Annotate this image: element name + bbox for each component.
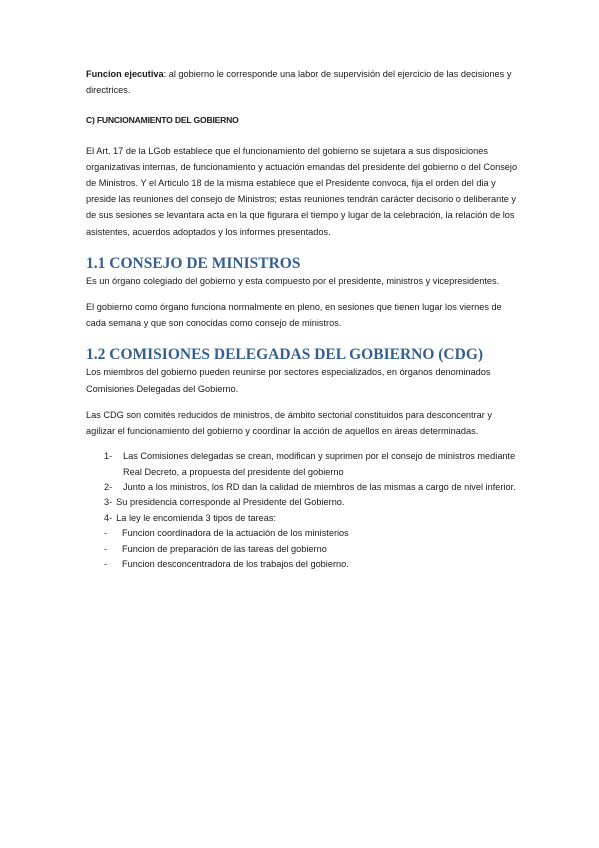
list-item-text: Funcion coordinadora de la actuación de los ministerios	[122, 528, 349, 539]
section-1-1-paragraph-1: Es un órgano colegiado del gobierno y esta compuesto por el presidente, ministros y vicepresidentes.	[86, 275, 500, 286]
list-item	[86, 480, 518, 495]
list-marker: 3-	[104, 497, 113, 508]
list-marker: -	[104, 559, 108, 570]
intro-label: Funcion ejecutiva	[86, 69, 164, 79]
list-marker: 4-	[104, 512, 113, 523]
list-item	[86, 495, 518, 510]
intro-paragraph	[86, 66, 518, 98]
list-item	[86, 557, 518, 572]
document-page	[86, 66, 518, 573]
list-item-text: Junto a los ministros, los RD dan la calidad de miembros de las mismas a cargo de nivel inferior.	[123, 482, 516, 493]
section-1-2-heading: 1.2 COMISIONES DELEGADAS DEL GOBIERNO (CDG)	[86, 346, 484, 364]
list-item-text: Las Comisiones delegadas se crean, modifican y suprimen por el consejo de ministros mediante Real Decreto, a propuesta del presidente del gobierno	[123, 451, 516, 477]
list-item	[86, 511, 518, 526]
list-marker: 2-	[104, 482, 113, 493]
section-1-1-paragraph-2: El gobierno como órgano funciona normalmente en pleno, en sesiones que tienen lugar los viernes de cada semana y que son conocidas como consejo de ministros.	[86, 302, 502, 329]
section-1-1-heading: 1.1 CONSEJO DE MINISTROS	[86, 254, 301, 272]
list-item-text: Funcion de preparación de las tareas del gobierno	[122, 543, 327, 554]
list-item-text: Funcion desconcentradora de los trabajos del gobierno.	[122, 559, 349, 570]
section-1-2-paragraph-2: Las CDG son comités reducidos de ministros, de ámbito sectorial constituidos para desconcentrar y agilizar el funcionamiento del gobierno y coordinar la acción de aquellos en áreas determinadas.	[86, 409, 492, 437]
section-c-heading: C) FUNCIONAMIENTO DEL GOBIERNO	[86, 115, 239, 126]
list-item	[86, 542, 518, 557]
section-1-2-paragraph-1: Los miembros del gobierno pueden reunirse por sectores especializados, en órganos denominados Comisiones Delegadas del Gobierno.	[86, 367, 491, 394]
list-item-text: Su presidencia corresponde al Presidente del Gobierno.	[116, 497, 345, 508]
list-marker: 1-	[104, 451, 113, 462]
list-item	[86, 526, 518, 541]
list-marker: -	[104, 543, 108, 554]
list-item-text: La ley le encomienda 3 tipos de tareas:	[116, 512, 277, 523]
section-c-paragraph: El Art. 17 de la LGob establece que el funcionamiento del gobierno se sujetara a sus disposiciones organizativas internas, de funcionamiento y actuación emandas del presidente del gobierno o del Consejo de Ministros. Y el Articulo 18 de la misma establece que el Presidente convoca, fija el orden del dia y preside las reuniones del consejo de Ministros; estas reuniones tendrán carácter decisorio o deliberante y de sus sesiones se levantara acta en la que figurara el tiempo y lugar de la celebración, la relación de los asistentes, acuerdos adoptados y los informes presentados.	[86, 145, 518, 237]
intro-text: : al gobierno le corresponde una labor de supervisión del ejercicio de las decisiones y directrices.	[86, 69, 512, 96]
list-item	[86, 449, 518, 480]
tasks-list	[86, 449, 518, 572]
list-marker: -	[104, 528, 108, 539]
